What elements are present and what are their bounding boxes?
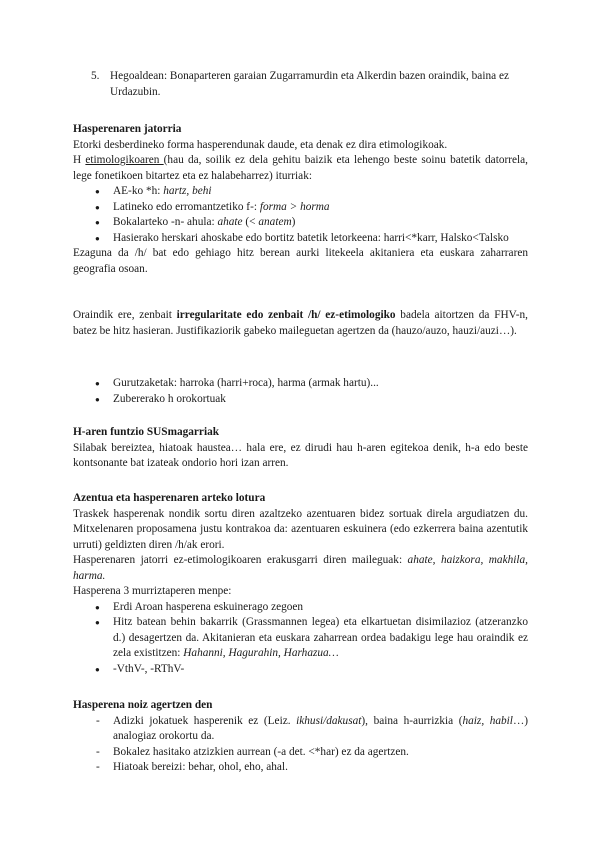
list-item: ● Zubererako h orokortuak — [94, 392, 528, 408]
paragraph: H etimologikoaren (hau da, soilik ez dela gehitu baizik eta lehengo beste soinu batetik datorrela, lege fonetikoen bitartez eta ez halabeharrez) iturriak: — [73, 154, 528, 182]
paragraph-block — [73, 308, 528, 339]
paragraph: Etorki desberdineko forma hasperendunak daude, eta denak ez dira etimologikoak. — [73, 138, 448, 151]
list-item: - Hiatoak bereizi: behar, ohol, eho, ahal. — [94, 760, 528, 776]
list-item: ● Erdi Aroan hasperena eskuinerago zegoen — [94, 600, 528, 616]
list-item: ● Hitz batean behin bakarrik (Grassmannen legea) eta elkartuetan disimilazioz (atzeranzko d.) desagertzen da. Akitanieran eta euskara zaharrean ordea badakigu lege hau oraindik ez zela existitzen: Hahanni, Hagurahin, Harhazua… — [94, 615, 528, 662]
paragraph: Hasperenaren jatorri ez-etimologikoaren erakusgarri diren maileguak: ahate, haizkora, makhila, harma. — [73, 554, 528, 582]
list-item: - Adizki jokatuek hasperenik ez (Leiz. ikhusi/dakusat), baina h-aurrizkia (haiz, habil…) analogiaz orokortu da. — [94, 714, 528, 745]
intro-numbered-item — [91, 69, 547, 100]
list-number: 5. — [91, 70, 100, 82]
list-item-text: Hegoaldean: Bonaparteren garaian Zugarramurdin eta Alkerdin bazen oraindik, baina ez Urdazubin. — [110, 70, 509, 98]
bullet-list — [94, 184, 528, 246]
bullet-block — [73, 376, 528, 407]
paragraph: Ezaguna da /h/ bat edo gehiago hitz berean aurki litekeela akitaniera eta euskara zaharraren geografia osoan. — [73, 247, 528, 275]
list-item: ● Latineko edo erromantzetiko f-: forma > horma — [94, 200, 528, 216]
list-item: ● AE-ko *h: hartz, behi — [94, 184, 528, 200]
section-heading: H-aren funtzio SUSmagarriak — [73, 426, 220, 438]
italic-examples: ahate, haizkora, makhila, harma. — [73, 554, 528, 582]
dash-list — [94, 714, 528, 776]
bullet-list — [94, 600, 528, 678]
list-item: ● Gurutzaketak: harroka (harri+roca), harma (armak hartu)... — [94, 376, 528, 392]
section-jatorria — [73, 122, 528, 277]
section-heading: Hasperenaren jatorria — [73, 123, 182, 135]
bullet-list — [94, 376, 528, 407]
paragraph: Traskek hasperenak nondik sortu diren azaltzeko azentuaren bidez sortuak direla argudiatzen du. Mitxelenaren proposamena justu kontrakoa da: azentuaren eskuinera (edo ezkerrera baina azentutik urruti) geldizten diren /h/ak erori. — [73, 507, 528, 551]
paragraph: Oraindik ere, zenbait irregularitate edo zenbait /h/ ez-etimologiko badela aitortzen da FHV-n, batez be hitz hasieran. Justifikaziorik gabeko maileguetan agertzen da (hauzo/auzo, hauzi/auzi…). — [73, 309, 528, 337]
section-funtzioak — [73, 425, 528, 472]
paragraph: Hasperena 3 murriztaperen menpe: — [73, 585, 232, 597]
section-noiz — [73, 698, 528, 776]
list-item: ● Hasierako herskari ahoskabe edo bortitz batetik letorkeena: harri<*karr, Halsko<Talsko — [94, 231, 528, 247]
list-item: - Bokalez hasitako atzizkien aurrean (-a det. <*har) ez da agertzen. — [94, 745, 528, 761]
section-heading: Azentua eta hasperenaren arteko lotura — [73, 492, 266, 504]
paragraph: Silabak bereiztea, hiatoak haustea… hala ere, ez dirudi hau h-aren egitekoa denik, h-a edo beste kontsonante bat izateak ondorio hori izan arren. — [73, 441, 528, 469]
list-item: ● Bokalarteko -n- ahula: ahate (< anatem) — [94, 215, 528, 231]
bold-phrase: irregularitate edo zenbait /h/ ez-etimologiko — [176, 309, 396, 321]
section-azentua — [73, 491, 528, 677]
section-heading: Hasperena noiz agertzen den — [73, 699, 213, 711]
list-item: ● -VthV-, -RThV- — [94, 662, 528, 678]
underlined-term: etimologikoaren — [85, 154, 164, 166]
